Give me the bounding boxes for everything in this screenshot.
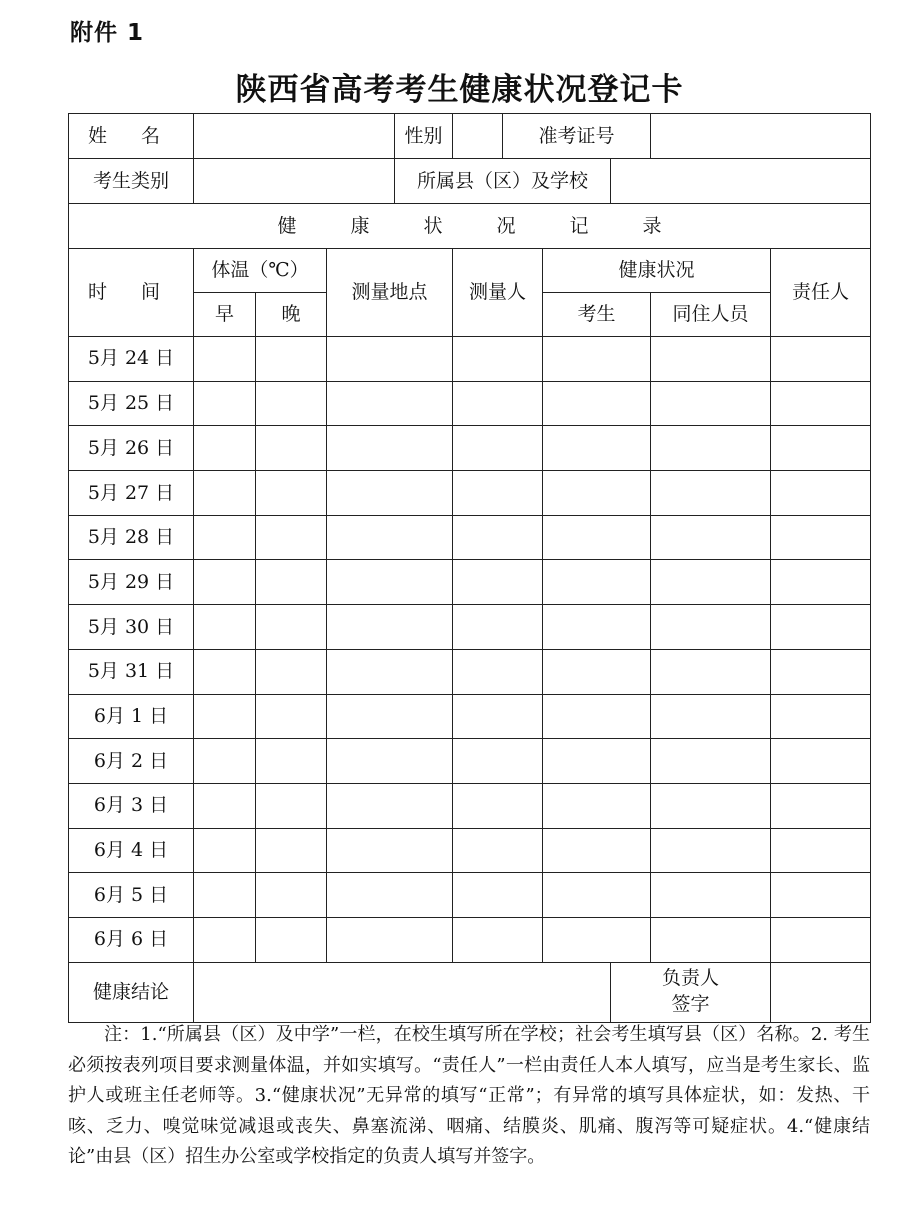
evening-temp-input[interactable] xyxy=(256,917,327,962)
evening-temp-input[interactable] xyxy=(256,694,327,739)
cohabitants-status-input[interactable] xyxy=(651,381,771,426)
info-row-2 xyxy=(69,159,871,204)
table-row xyxy=(69,783,871,828)
section-title-char: 康 xyxy=(350,214,370,237)
page-title: 陕西省高考考生健康状况登记卡 xyxy=(235,72,684,108)
gender-input[interactable] xyxy=(453,114,503,159)
student-status-input[interactable] xyxy=(543,515,651,560)
measurer-input[interactable] xyxy=(453,873,543,918)
evening-temp-input[interactable] xyxy=(256,739,327,784)
location-input[interactable] xyxy=(327,917,453,962)
evening-temp-input[interactable] xyxy=(256,560,327,605)
health-registration-table xyxy=(68,113,871,1023)
morning-temp-input[interactable] xyxy=(194,739,256,784)
evening-temp-input[interactable] xyxy=(256,605,327,650)
morning-temp-input[interactable] xyxy=(194,560,256,605)
location-input[interactable] xyxy=(327,649,453,694)
table-row xyxy=(69,605,871,650)
measurer-input[interactable] xyxy=(453,426,543,471)
cohabitants-status-input[interactable] xyxy=(651,426,771,471)
date-cell: 6月 2 日 xyxy=(69,739,194,784)
conclusion-row xyxy=(69,962,871,1022)
signer-label-line2: 签字 xyxy=(671,993,710,1016)
responsible-input[interactable] xyxy=(771,783,871,828)
location-input[interactable] xyxy=(327,605,453,650)
table-row xyxy=(69,471,871,516)
morning-temp-input[interactable] xyxy=(194,337,256,382)
date-cell: 5月 31 日 xyxy=(69,649,194,694)
conclusion-label: 健康结论 xyxy=(69,962,194,1022)
student-status-input[interactable] xyxy=(543,694,651,739)
measurer-input[interactable] xyxy=(453,783,543,828)
measurer-input[interactable] xyxy=(453,515,543,560)
table-row xyxy=(69,694,871,739)
county-school-input[interactable] xyxy=(611,159,871,204)
evening-temp-input[interactable] xyxy=(256,828,327,873)
morning-temp-input[interactable] xyxy=(194,471,256,516)
responsible-input[interactable] xyxy=(771,917,871,962)
notes-paragraph: 注：1.“所属县（区）及中学”一栏，在校生填写所在学校；社会考生填写县（区）名称。2. 考生必须按表列项目要求测量体温，并如实填写。“责任人”一栏由责任人本人填写，应当是考生家长、监护人或班主任老师等。3.“健康状况”无异常的填写“正常”；有异常的填写具体症状，如：发热、干咳、乏力、嗅觉味觉减退或丧失、鼻塞流涕、咽痛、结膜炎、肌痛、腹泻等可疑症状。4.“健康结论”由县（区）招生办公室或学校指定的负责人填写并签字。 xyxy=(68,1024,870,1167)
date-cell: 6月 3 日 xyxy=(69,783,194,828)
responsible-input[interactable] xyxy=(771,694,871,739)
measurer-header: 测量人 xyxy=(453,249,543,337)
cohabitants-status-input[interactable] xyxy=(651,694,771,739)
category-input[interactable] xyxy=(194,159,395,204)
signature-input[interactable] xyxy=(771,962,871,1022)
morning-temp-input[interactable] xyxy=(194,783,256,828)
date-cell: 5月 29 日 xyxy=(69,560,194,605)
location-header: 测量地点 xyxy=(327,249,453,337)
student-status-input[interactable] xyxy=(543,649,651,694)
responsible-input[interactable] xyxy=(771,560,871,605)
section-title-char: 况 xyxy=(496,214,516,237)
location-input[interactable] xyxy=(327,515,453,560)
responsible-input[interactable] xyxy=(771,605,871,650)
student-status-input[interactable] xyxy=(543,337,651,382)
gender-label: 性别 xyxy=(395,114,453,159)
morning-temp-input[interactable] xyxy=(194,426,256,471)
cohabitants-status-input[interactable] xyxy=(651,649,771,694)
student-status-input[interactable] xyxy=(543,739,651,784)
responsible-input[interactable] xyxy=(771,337,871,382)
date-cell: 6月 1 日 xyxy=(69,694,194,739)
morning-header: 早 xyxy=(194,293,256,337)
evening-temp-input[interactable] xyxy=(256,515,327,560)
student-status-input[interactable] xyxy=(543,426,651,471)
date-cell: 6月 4 日 xyxy=(69,828,194,873)
location-input[interactable] xyxy=(327,828,453,873)
cohabitants-status-input[interactable] xyxy=(651,873,771,918)
evening-header: 晚 xyxy=(256,293,327,337)
measurer-input[interactable] xyxy=(453,739,543,784)
location-input[interactable] xyxy=(327,426,453,471)
table-row xyxy=(69,381,871,426)
student-header: 考生 xyxy=(543,293,651,337)
location-input[interactable] xyxy=(327,337,453,382)
section-title-row xyxy=(69,204,871,249)
evening-temp-input[interactable] xyxy=(256,426,327,471)
evening-temp-input[interactable] xyxy=(256,381,327,426)
responsible-input[interactable] xyxy=(771,515,871,560)
evening-temp-input[interactable] xyxy=(256,337,327,382)
evening-temp-input[interactable] xyxy=(256,471,327,516)
morning-temp-input[interactable] xyxy=(194,917,256,962)
measurer-input[interactable] xyxy=(453,828,543,873)
responsible-input[interactable] xyxy=(771,381,871,426)
evening-temp-input[interactable] xyxy=(256,783,327,828)
date-cell: 5月 24 日 xyxy=(69,337,194,382)
student-status-input[interactable] xyxy=(543,560,651,605)
county-school-label: 所属县（区）及学校 xyxy=(395,159,611,204)
name-label: 姓 名 xyxy=(69,114,194,159)
date-cell: 5月 28 日 xyxy=(69,515,194,560)
morning-temp-input[interactable] xyxy=(194,605,256,650)
student-status-input[interactable] xyxy=(543,605,651,650)
responsible-input[interactable] xyxy=(771,426,871,471)
cohabitants-status-input[interactable] xyxy=(651,739,771,784)
student-status-input[interactable] xyxy=(543,917,651,962)
section-title-char: 记 xyxy=(569,214,589,237)
time-header: 时 间 xyxy=(69,249,194,337)
name-input[interactable] xyxy=(194,114,395,159)
table-row xyxy=(69,739,871,784)
section-title-char: 状 xyxy=(423,214,443,237)
cohabitants-status-input[interactable] xyxy=(651,917,771,962)
measurer-input[interactable] xyxy=(453,694,543,739)
section-title-char: 录 xyxy=(642,214,662,237)
student-status-input[interactable] xyxy=(543,873,651,918)
location-input[interactable] xyxy=(327,471,453,516)
attachment-label: 附件 1 xyxy=(70,20,145,46)
responsible-input[interactable] xyxy=(771,471,871,516)
responsible-input[interactable] xyxy=(771,873,871,918)
student-status-input[interactable] xyxy=(543,381,651,426)
measurer-input[interactable] xyxy=(453,560,543,605)
table-row xyxy=(69,560,871,605)
location-input[interactable] xyxy=(327,560,453,605)
responsible-input[interactable] xyxy=(771,649,871,694)
student-status-input[interactable] xyxy=(543,783,651,828)
location-input[interactable] xyxy=(327,694,453,739)
location-input[interactable] xyxy=(327,873,453,918)
signer-label xyxy=(611,962,771,1022)
table-row xyxy=(69,337,871,382)
evening-temp-input[interactable] xyxy=(256,873,327,918)
health-record-section-title xyxy=(69,204,871,249)
date-cell: 6月 5 日 xyxy=(69,873,194,918)
measurer-input[interactable] xyxy=(453,605,543,650)
conclusion-input[interactable] xyxy=(194,962,611,1022)
cohabitants-status-input[interactable] xyxy=(651,471,771,516)
cohabitants-status-input[interactable] xyxy=(651,605,771,650)
location-input[interactable] xyxy=(327,783,453,828)
measurer-input[interactable] xyxy=(453,381,543,426)
cohabitants-header: 同住人员 xyxy=(651,293,771,337)
location-input[interactable] xyxy=(327,739,453,784)
table-row xyxy=(69,873,871,918)
table-row xyxy=(69,828,871,873)
measurer-input[interactable] xyxy=(453,917,543,962)
cohabitants-status-input[interactable] xyxy=(651,560,771,605)
date-cell: 6月 6 日 xyxy=(69,917,194,962)
evening-temp-input[interactable] xyxy=(256,649,327,694)
temperature-header: 体温（℃） xyxy=(194,249,327,293)
cohabitants-status-input[interactable] xyxy=(651,828,771,873)
date-cell: 5月 30 日 xyxy=(69,605,194,650)
section-title-char: 健 xyxy=(277,214,297,237)
measurer-input[interactable] xyxy=(453,649,543,694)
cohabitants-status-input[interactable] xyxy=(651,337,771,382)
morning-temp-input[interactable] xyxy=(194,515,256,560)
measurer-input[interactable] xyxy=(453,471,543,516)
cohabitants-status-input[interactable] xyxy=(651,783,771,828)
morning-temp-input[interactable] xyxy=(194,828,256,873)
category-label: 考生类别 xyxy=(69,159,194,204)
header-row-1 xyxy=(69,249,871,293)
date-cell: 5月 27 日 xyxy=(69,471,194,516)
location-input[interactable] xyxy=(327,381,453,426)
exam-id-input[interactable] xyxy=(651,114,871,159)
morning-temp-input[interactable] xyxy=(194,694,256,739)
info-row-1 xyxy=(69,114,871,159)
cohabitants-status-input[interactable] xyxy=(651,515,771,560)
date-cell: 5月 26 日 xyxy=(69,426,194,471)
exam-id-label: 准考证号 xyxy=(503,114,651,159)
table-row xyxy=(69,917,871,962)
student-status-input[interactable] xyxy=(543,828,651,873)
morning-temp-input[interactable] xyxy=(194,649,256,694)
morning-temp-input[interactable] xyxy=(194,873,256,918)
signer-label-line1: 负责人 xyxy=(662,967,720,990)
date-cell: 5月 25 日 xyxy=(69,381,194,426)
responsible-header: 责任人 xyxy=(771,249,871,337)
table-row xyxy=(69,515,871,560)
health-status-header: 健康状况 xyxy=(543,249,771,293)
student-status-input[interactable] xyxy=(543,471,651,516)
responsible-input[interactable] xyxy=(771,828,871,873)
table-row xyxy=(69,649,871,694)
measurer-input[interactable] xyxy=(453,337,543,382)
responsible-input[interactable] xyxy=(771,739,871,784)
morning-temp-input[interactable] xyxy=(194,381,256,426)
table-row xyxy=(69,426,871,471)
